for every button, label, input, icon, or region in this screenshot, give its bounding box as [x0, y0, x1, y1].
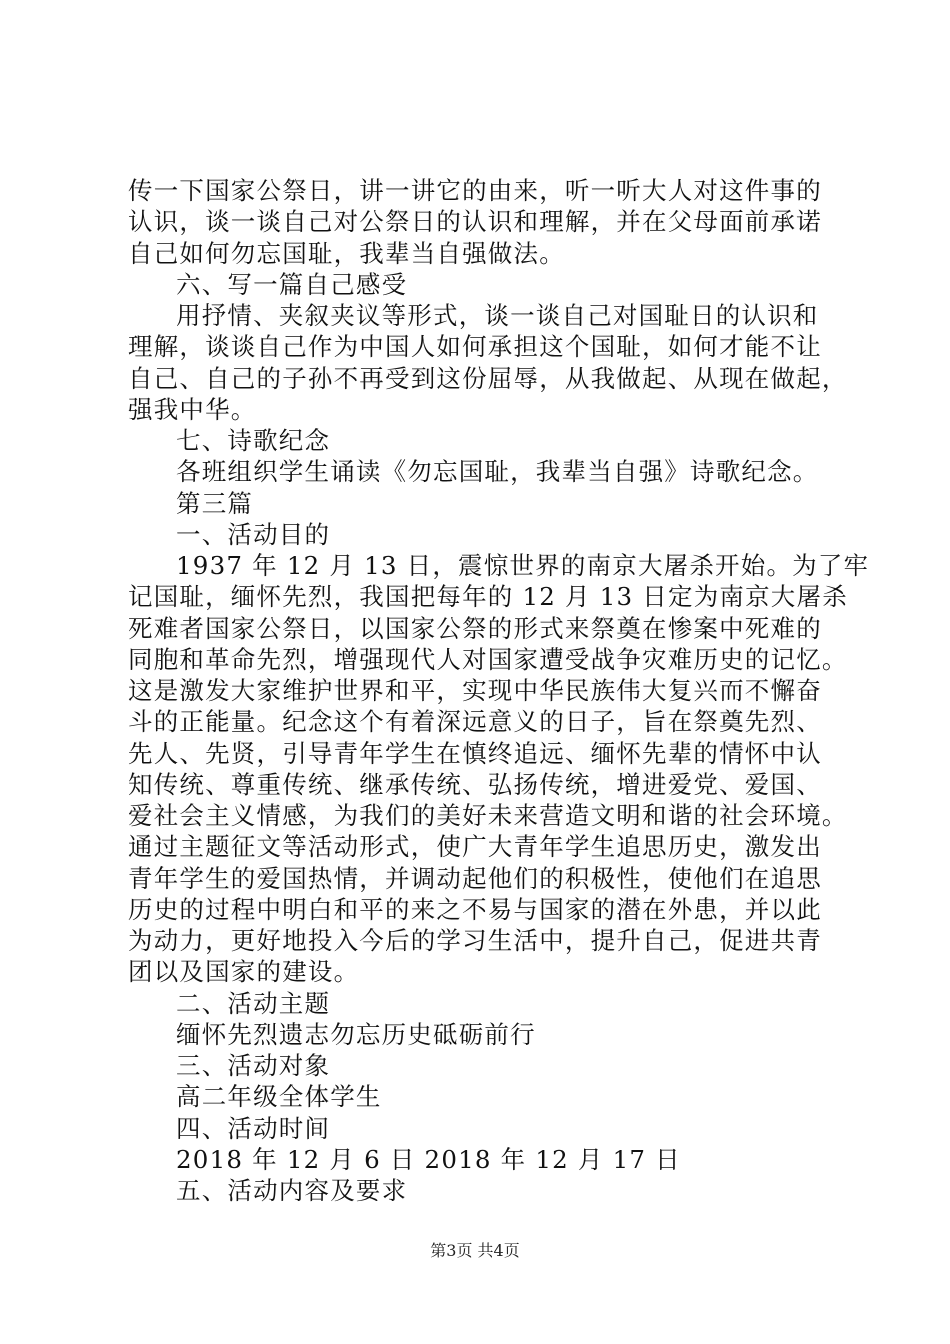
section-heading: 五、活动内容及要求: [176, 1176, 408, 1205]
body-line: 传一下国家公祭日，讲一讲它的由来，听一听大人对这件事的: [128, 176, 822, 205]
body-line: 青年学生的爱国热情，并调动起他们的积极性，使他们在追思: [128, 863, 822, 893]
body-line: 1937 年 12 月 13 日，震惊世界的南京大屠杀开始。为了牢: [176, 551, 870, 580]
section-heading: 四、活动时间: [176, 1113, 331, 1143]
body-line: 认识，谈一谈自己对公祭日的认识和理解，并在父母面前承诺: [128, 207, 822, 237]
body-line: 历史的过程中明白和平的来之不易与国家的潜在外患，并以此: [128, 894, 822, 924]
body-line: 强我中华。: [128, 394, 257, 424]
body-line: 为动力，更好地投入今后的学习生活中，提升自己，促进共青: [128, 926, 822, 955]
section-heading: 二、活动主题: [176, 988, 331, 1018]
body-line: 自己如何勿忘国耻，我辈当自强做法。: [128, 238, 565, 268]
body-line: 用抒情、夹叙夹议等形式，谈一谈自己对国耻日的认识和: [176, 301, 819, 330]
body-line: 缅怀先烈遗志勿忘历史砥砺前行: [176, 1019, 536, 1049]
body-line: 高二年级全体学生: [176, 1082, 382, 1112]
body-line: 死难者国家公祭日，以国家公祭的形式来祭奠在惨案中死难的: [128, 613, 822, 643]
section-heading: 六、写一篇自己感受: [176, 269, 408, 299]
section-heading: 七、诗歌纪念: [176, 426, 331, 455]
part-heading: 第三篇: [176, 488, 254, 518]
body-line: 这是激发大家维护世界和平，实现中华民族伟大复兴而不懈奋: [128, 676, 822, 705]
body-line: 2018 年 12 月 6 日 2018 年 12 月 17 日: [176, 1144, 681, 1174]
body-line: 记国耻，缅怀先烈，我国把每年的 12 月 13 日定为南京大屠杀: [128, 582, 848, 612]
body-line: 先人、先贤，引导青年学生在慎终追远、缅怀先辈的情怀中认: [128, 738, 822, 768]
body-line: 理解，谈谈自己作为中国人如何承担这个国耻，如何才能不让: [128, 332, 822, 362]
body-line: 知传统、尊重传统、继承传统、弘扬传统，增进爱党、爱国、: [128, 769, 822, 799]
section-heading: 一、活动目的: [176, 519, 331, 549]
body-line: 斗的正能量。纪念这个有着深远意义的日子，旨在祭奠先烈、: [128, 707, 822, 737]
page-number: 第3页 共4页: [430, 1241, 520, 1260]
body-line: 通过主题征文等活动形式，使广大青年学生追思历史，激发出: [128, 832, 822, 862]
body-line: 自己、自己的子孙不再受到这份屈辱，从我做起、从现在做起，: [128, 363, 848, 393]
body-line: 团以及国家的建设。: [128, 957, 360, 987]
section-heading: 三、活动对象: [176, 1051, 331, 1080]
body-line: 爱社会主义情感，为我们的美好未来营造文明和谐的社会环境。: [128, 801, 848, 830]
body-line: 各班组织学生诵读《勿忘国耻，我辈当自强》诗歌纪念。: [176, 457, 819, 487]
body-line: 同胞和革命先烈，增强现代人对国家遭受战争灾难历史的记忆。: [128, 644, 848, 674]
